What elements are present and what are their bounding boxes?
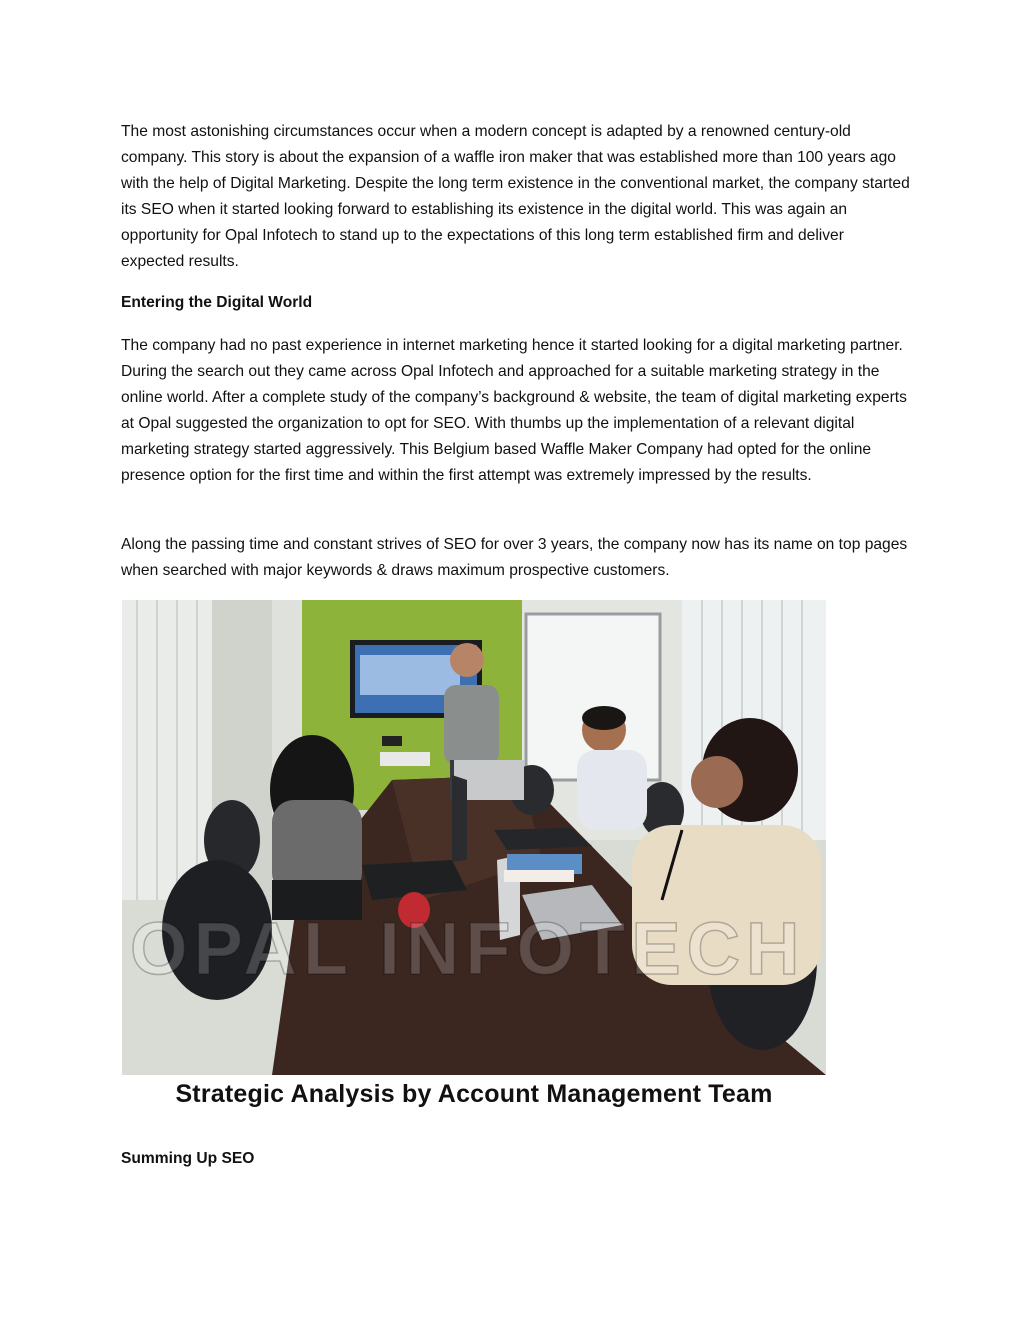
results-paragraph: Along the passing time and constant strives of SEO for over 3 years, the company now has its name on top pages when searched with major keywords & draws maximum prospective customers. — [121, 536, 908, 579]
figure-caption: Strategic Analysis by Account Management Team — [175, 1080, 773, 1108]
digital-world-paragraph: The company had no past experience in internet marketing hence it started looking for a digital marketing partner. During the search out they came across Opal Infotech and approached for a suitable marketing strategy in the online world. After a complete study of the company’s background & website, the team of digital marketing experts at Opal suggested the organization to opt for SEO. With thumbs up the implementation of a relevant digital marketing strategy started aggressively. This Belgium based Waffle Maker Company had opted for the online presence option for the first time and within the first attempt was extremely impressed by the results. — [121, 337, 907, 484]
section-heading-summing-up: Summing Up SEO — [121, 1150, 255, 1167]
section-heading-digital-world: Entering the Digital World — [121, 294, 313, 311]
watermark-text: OPAL INFOTECH — [130, 907, 806, 990]
meeting-photo — [122, 600, 826, 1075]
intro-paragraph: The most astonishing circumstances occur when a modern concept is adapted by a renowned century-old company. This story is about the expansion of a waffle iron maker that was established more than 100 years ago with the help of Digital Marketing. Despite the long term existence in the conventional market, the company started its SEO when it started looking forward to establishing its existence in the digital world. This was again an opportunity for Opal Infotech to stand up to the expectations of this long term established firm and deliver expected results. — [121, 123, 910, 270]
